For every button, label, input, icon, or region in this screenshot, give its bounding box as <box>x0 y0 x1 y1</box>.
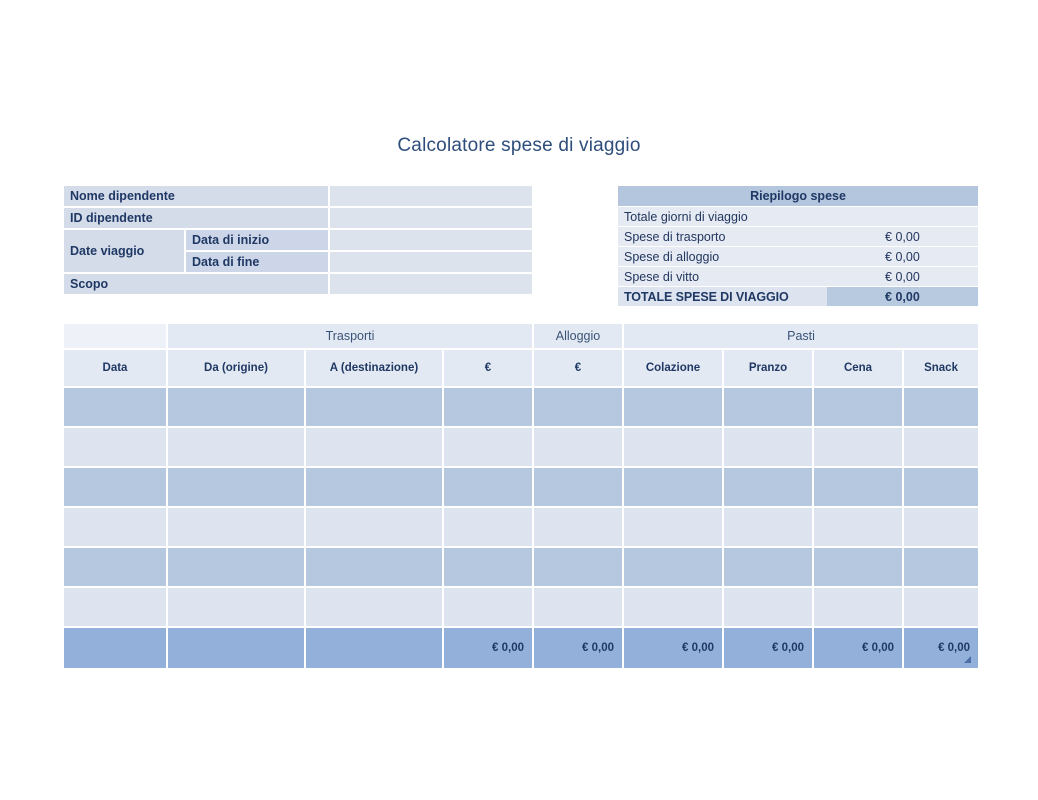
label-id-dipendente: ID dipendente <box>64 208 330 230</box>
column-header-a-destinazione[interactable]: A (destinazione) <box>306 350 444 388</box>
cell-origine[interactable] <box>168 548 306 588</box>
summary-header-row <box>618 186 978 207</box>
label-data-di-fine: Data di fine <box>186 252 330 274</box>
cell-cena[interactable] <box>814 508 904 548</box>
cell-cena[interactable] <box>814 588 904 628</box>
cell-origine[interactable] <box>168 588 306 628</box>
label-spese-di-vitto: Spese di vitto <box>618 267 827 287</box>
cell-origine[interactable] <box>168 388 306 428</box>
cell-trasporti[interactable] <box>444 428 534 468</box>
total-cell-cena: € 0,00 <box>814 628 904 668</box>
table-row <box>64 274 532 294</box>
group-header-alloggio: Alloggio <box>534 324 624 350</box>
cell-trasporti[interactable] <box>444 468 534 508</box>
cell-data[interactable] <box>64 388 168 428</box>
cell-snack[interactable] <box>904 548 978 588</box>
cell-data[interactable] <box>64 508 168 548</box>
cell-cena[interactable] <box>814 468 904 508</box>
total-cell-destinazione <box>306 628 444 668</box>
column-header-trasporti-euro[interactable]: € <box>444 350 534 388</box>
cell-snack[interactable] <box>904 428 978 468</box>
cell-cena[interactable] <box>814 548 904 588</box>
field-nome-dipendente[interactable] <box>330 186 532 208</box>
cell-destinazione[interactable] <box>306 468 444 508</box>
label-spese-di-trasporto: Spese di trasporto <box>618 227 827 247</box>
cell-colazione[interactable] <box>624 588 724 628</box>
cell-colazione[interactable] <box>624 508 724 548</box>
cell-snack[interactable] <box>904 588 978 628</box>
cell-cena[interactable] <box>814 428 904 468</box>
label-totale-giorni-di-viaggio: Totale giorni di viaggio <box>618 207 827 227</box>
cell-destinazione[interactable] <box>306 428 444 468</box>
table-row <box>64 230 532 252</box>
table-row <box>64 468 978 508</box>
table-row <box>618 247 978 267</box>
group-header-row <box>64 324 978 350</box>
cell-origine[interactable] <box>168 468 306 508</box>
group-header-blank-data <box>64 324 168 350</box>
label-data-di-inizio: Data di inizio <box>186 230 330 252</box>
cell-alloggio[interactable] <box>534 428 624 468</box>
table-row <box>64 508 978 548</box>
column-header-snack[interactable]: Snack <box>904 350 978 388</box>
field-data-di-fine[interactable] <box>330 252 532 274</box>
cell-trasporti[interactable] <box>444 588 534 628</box>
column-header-da-origine[interactable]: Da (origine) <box>168 350 306 388</box>
cell-alloggio[interactable] <box>534 508 624 548</box>
value-spese-di-trasporto: € 0,00 <box>827 227 978 247</box>
cell-colazione[interactable] <box>624 468 724 508</box>
table-resize-handle-icon[interactable] <box>964 656 971 663</box>
total-cell-trasporti: € 0,00 <box>444 628 534 668</box>
column-header-colazione[interactable]: Colazione <box>624 350 724 388</box>
total-cell-pranzo: € 0,00 <box>724 628 814 668</box>
value-spese-di-vitto: € 0,00 <box>827 267 978 287</box>
column-header-alloggio-euro[interactable]: € <box>534 350 624 388</box>
table-row <box>64 186 532 208</box>
cell-pranzo[interactable] <box>724 388 814 428</box>
expense-summary-table <box>618 186 978 306</box>
cell-destinazione[interactable] <box>306 588 444 628</box>
total-cell-origine <box>168 628 306 668</box>
table-row <box>64 548 978 588</box>
field-data-di-inizio[interactable] <box>330 230 532 252</box>
cell-destinazione[interactable] <box>306 548 444 588</box>
table-row <box>618 267 978 287</box>
column-header-row <box>64 350 978 388</box>
cell-data[interactable] <box>64 428 168 468</box>
cell-trasporti[interactable] <box>444 548 534 588</box>
group-header-pasti: Pasti <box>624 324 978 350</box>
employee-info-table <box>64 186 532 294</box>
cell-alloggio[interactable] <box>534 388 624 428</box>
table-row <box>64 428 978 468</box>
cell-alloggio[interactable] <box>534 468 624 508</box>
table-row <box>64 208 532 230</box>
field-scopo[interactable] <box>330 274 532 294</box>
table-row <box>618 207 978 227</box>
total-cell-data <box>64 628 168 668</box>
cell-destinazione[interactable] <box>306 508 444 548</box>
table-row <box>64 588 978 628</box>
page-title: Calcolatore spese di viaggio <box>397 135 641 156</box>
cell-pranzo[interactable] <box>724 588 814 628</box>
cell-pranzo[interactable] <box>724 548 814 588</box>
cell-colazione[interactable] <box>624 428 724 468</box>
cell-data[interactable] <box>64 588 168 628</box>
column-header-data[interactable]: Data <box>64 350 168 388</box>
cell-trasporti[interactable] <box>444 508 534 548</box>
label-totale-spese-di-viaggio: TOTALE SPESE DI VIAGGIO <box>618 287 827 306</box>
cell-cena[interactable] <box>814 388 904 428</box>
table-total-row <box>64 628 978 668</box>
cell-snack[interactable] <box>904 468 978 508</box>
cell-data[interactable] <box>64 548 168 588</box>
group-header-trasporti: Trasporti <box>168 324 534 350</box>
cell-pranzo[interactable] <box>724 468 814 508</box>
table-row <box>64 388 978 428</box>
table-row <box>618 227 978 247</box>
cell-trasporti[interactable] <box>444 388 534 428</box>
value-totale-giorni-di-viaggio[interactable] <box>827 207 978 227</box>
cell-origine[interactable] <box>168 508 306 548</box>
cell-colazione[interactable] <box>624 548 724 588</box>
cell-snack[interactable] <box>904 388 978 428</box>
field-id-dipendente[interactable] <box>330 208 532 230</box>
cell-snack[interactable] <box>904 508 978 548</box>
cell-alloggio[interactable] <box>534 548 624 588</box>
total-cell-snack: € 0,00 <box>904 628 978 668</box>
cell-destinazione[interactable] <box>306 388 444 428</box>
label-scopo: Scopo <box>64 274 330 294</box>
summary-total-row <box>618 287 978 306</box>
cell-colazione[interactable] <box>624 388 724 428</box>
value-spese-di-alloggio: € 0,00 <box>827 247 978 267</box>
expense-detail-table <box>64 324 978 668</box>
cell-pranzo[interactable] <box>724 508 814 548</box>
cell-data[interactable] <box>64 468 168 508</box>
total-cell-colazione: € 0,00 <box>624 628 724 668</box>
label-date-viaggio: Date viaggio <box>64 230 186 274</box>
cell-alloggio[interactable] <box>534 588 624 628</box>
label-spese-di-alloggio: Spese di alloggio <box>618 247 827 267</box>
column-header-pranzo[interactable]: Pranzo <box>724 350 814 388</box>
cell-origine[interactable] <box>168 428 306 468</box>
value-totale-spese-di-viaggio: € 0,00 <box>827 287 978 306</box>
column-header-cena[interactable]: Cena <box>814 350 904 388</box>
total-cell-alloggio: € 0,00 <box>534 628 624 668</box>
label-nome-dipendente: Nome dipendente <box>64 186 330 208</box>
summary-title: Riepilogo spese <box>618 186 978 207</box>
cell-pranzo[interactable] <box>724 428 814 468</box>
